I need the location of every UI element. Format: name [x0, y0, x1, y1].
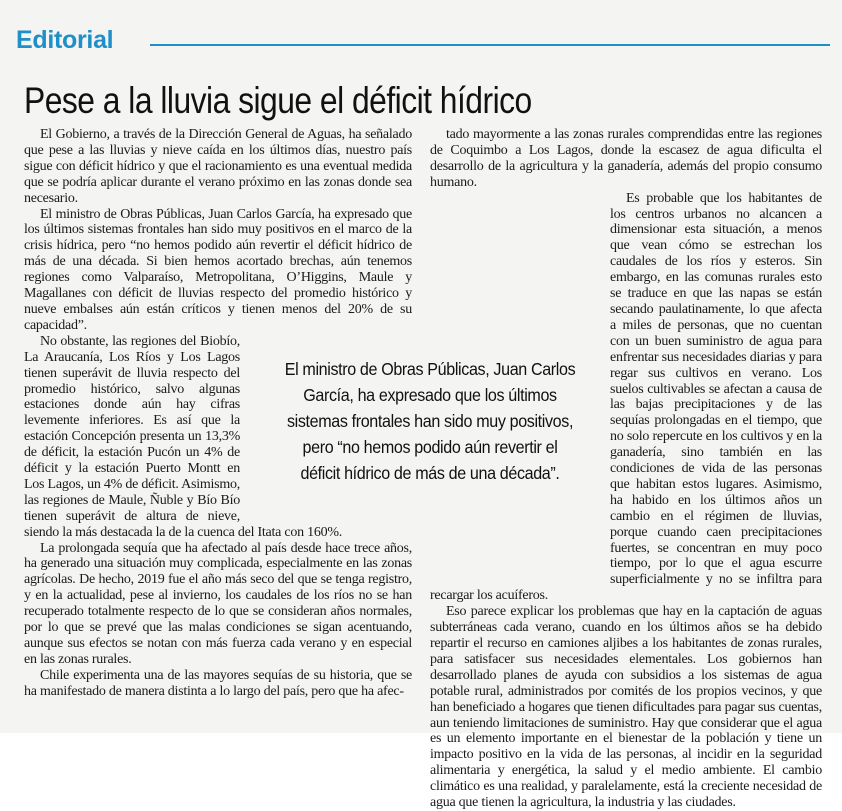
paragraph: Es probable que los habitantes de los centros urbanos no alcancen a dimensionar esta situación, a menos que vean cómo se estrechan los caudales de los ríos y esteros. Sin embargo, en las comunas rurales esto se traduce en que las napas se están secando paulatinamente, lo que afecta a miles de personas, que no cuentan con un buen suministro de agua para enfrentar sus necesidades diarias y para regar sus cultivos en verano. Los suelos cultivables se afectan a causa de las bajas precipitaciones y de las sequías prolongadas en el tiempo, que no solo repercute en los cultivos y en la ganadería, sino también en las condiciones de vida de las personas que habitan estos lugares. Asimismo, ha habido en los últimos años un cambio en el régimen de lluvias, porque cuando caen precipitaciones fuertes, se concentran en muy poco tiempo, por lo que el agua escurre superficialmente y no se infiltra para recargar los acuíferos. [430, 190, 822, 604]
paragraph: El Gobierno, a través de la Dirección General de Aguas, ha señalado que pese a las lluvias y nieve caída en los últimos días, nuestro país sigue con déficit hídrico y que el racionamiento es una eventual medida que se podría aplicar durante el verano próximo en las zonas donde sea necesario. [24, 127, 412, 206]
paragraph: Eso parece explicar los problemas que hay en la captación de aguas subterráneas cada verano, cuando en los últimos años se ha debido repartir el recurso en camiones aljibes a los habitantes de zonas rurales, para satisfacer sus necesidades elementales. Los gobiernos han desarrollado planes de ayuda con subsidios a los sistemas de agua potable rural, administrados por comités de los propios vecinos, y que han beneficiado a hogares que tienen dificultades para pagar sus cuentas, aun teniendo limitaciones de suministro. Hay que considerar que el agua es un elemento importante en el bienestar de la población y tiene un impacto positivo en la vida de las personas, al incidir en la seguridad alimentaria y energética, la salud y el medio ambiente. El cambio climático es una realidad, y paralelamente, está la creciente necesidad de agua que tienen la agricultura, la industria y las ciudades. [430, 604, 822, 811]
paragraph: No obstante, las regiones del Biobío, La Araucanía, Los Ríos y Los Lagos tienen superávit de lluvia respecto del promedio histórico, salvo algunas estaciones donde aún hay cifras levemente inferiores. Es así que la estación Concepción presenta un 13,3% de déficit, la estación Pucón un 4% de déficit y la estación Puerto Montt en Los Lagos, un 4% de déficit. Asimismo, las regiones de Maule, Ñuble y Bío Bío tienen superávit de altura de nieve, siendo la más destacada la de la cuenca del Itata con 160%. [24, 333, 342, 540]
paragraph: Chile experimenta una de las mayores sequías de su historia, que se ha manifestado de manera distinta a lo largo del país, pero que ha afec- [24, 667, 412, 699]
pullquote: El ministro de Obras Públicas, Juan Carlos García, ha expresado que los últimos sistemas frontales han sido muy positivos, pero “no hemos podido aún revertir el déficit hídrico de más de una década”. [279, 352, 581, 490]
section-header [12, 24, 830, 62]
paragraph: La prolongada sequía que ha afectado al país desde hace trece años, ha generado una situación muy complicada, especialmente en las zonas agrícolas. De hecho, 2019 fue el año más seco del que se tenga registro, y en la actualidad, pese al invierno, los caudales de los ríos no se han recuperado totalmente respecto de lo que se consideran años normales, por lo que se prevé que las malas condiciones se sigan acentuando, aunque sus efectos se notan con más fuerza cada verano y en especial en las zonas rurales. [24, 540, 412, 667]
headline: Pese a la lluvia sigue el déficit hídrico [24, 80, 532, 121]
section-label: Editorial [16, 26, 114, 54]
paragraph: tado mayormente a las zonas rurales comprendidas entre las regiones de Coquimbo a Los Lagos, donde la escasez de agua dificulta el desarrollo de la agricultura y la ganadería, además del propio consumo humano. [430, 127, 822, 190]
paragraph: El ministro de Obras Públicas, Juan Carlos García, ha expresado que los últimos sistemas frontales han sido muy positivos en el marco de la crisis hídrica, pero “no hemos podido aún revertir el déficit hídrico de más de una década. Si bien hemos acortado brechas, aún tenemos regiones como Valparaíso, Metropolitana, O’Higgins, Maule y Magallanes con déficit de lluvias respecto del promedio histórico y nueve embalses aún están críticos y tienen menos del 20% de su capacidad”. [24, 206, 412, 333]
section-rule [150, 44, 830, 46]
